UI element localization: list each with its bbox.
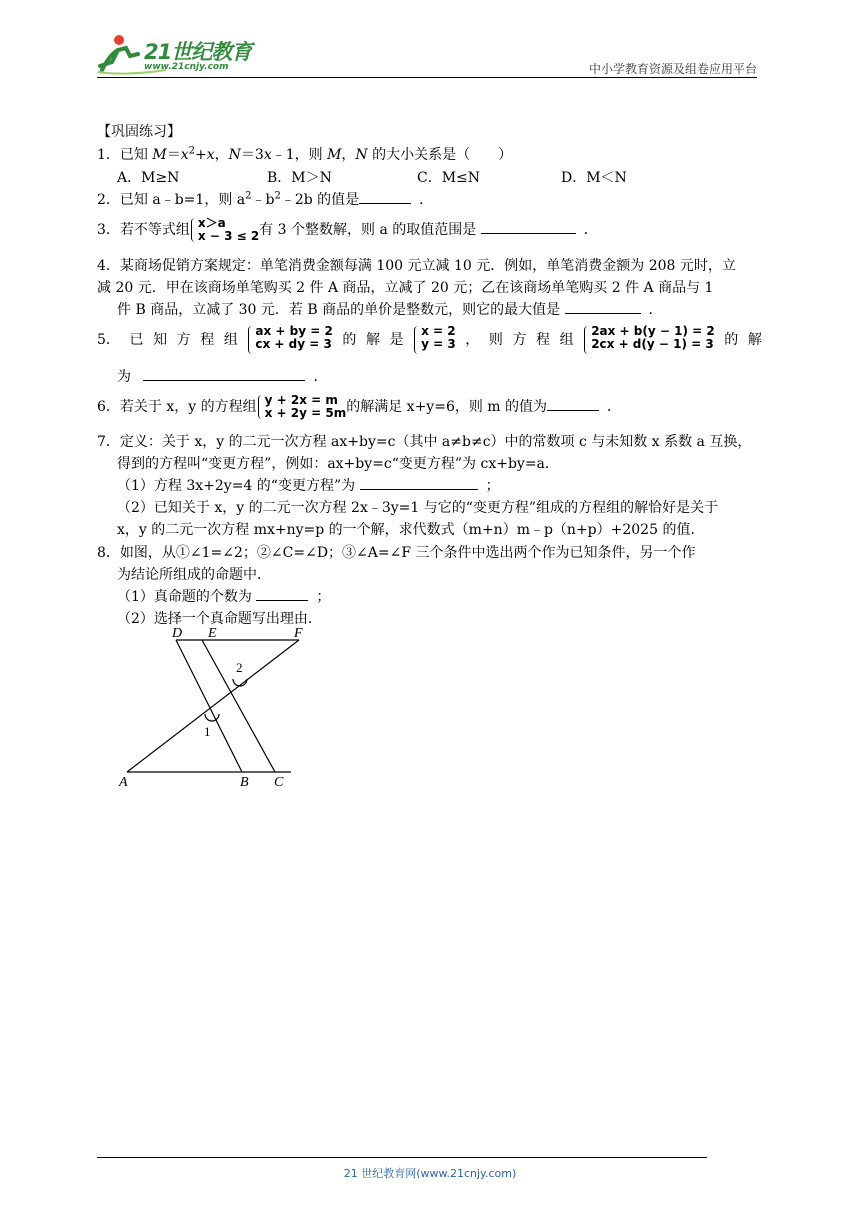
question-6: 6．若关于 x，y 的方程组 y + 2x = m x + 2y = 5m 的解满足 x+y=6，则 m 的值为 ． xyxy=(97,393,622,420)
label-B: B xyxy=(240,775,249,790)
question-5-line-2: 为 ． xyxy=(117,366,782,388)
q5-answer-blank[interactable] xyxy=(143,366,305,381)
line-DB xyxy=(176,640,242,772)
question-1: 1．已知 $M=x^2+x$，N＝3x﹣1，则 M，N 的大小关系是（ ） xyxy=(97,145,513,163)
question-4-line-1: 4．某商场促销方案规定：单笔消费金额每满 100 元立减 10 元．例如，单笔消费金额为 208 元时，立 xyxy=(97,258,736,274)
label-angle-2: 2 xyxy=(236,660,243,675)
question-7-sub-2-line-2: x，y 的二元一次方程 mx+ny=p 的一个解，求代数式（m+n）m﹣p（n+p）+2025 的值． xyxy=(117,522,705,538)
question-7-line-1: 7．定义：关于 x，y 的二元一次方程 ax+by=c（其中 a≠b≠c）中的常数项 c 与未知数 x 系数 a 互换， xyxy=(97,434,752,450)
question-8-sub-1: （1）真命题的个数为 ； xyxy=(117,586,782,608)
angle-1-arc xyxy=(205,714,219,721)
q1-option-a: A．M≥N xyxy=(117,170,180,186)
question-3: 3．若不等式组 x＞a x − 3 ≤ 2 有 3 个整数解，则 a 的取值范围是 ． xyxy=(97,216,598,243)
question-8-line-1: 8．如图，从①∠1=∠2；②∠C=∠D；③∠A=∠F 三个条件中选出两个作为已知条件，另一个作 xyxy=(97,545,696,561)
q1-option-c: C．M≤N xyxy=(417,170,481,186)
q7-answer-blank[interactable] xyxy=(360,475,478,490)
q5-system-1: ax + by = 2 cx + dy = 3 xyxy=(247,325,332,355)
q5-system-3: 2ax + b(y − 1) = 2 2cx + d(y − 1) = 3 xyxy=(583,325,715,355)
q6-answer-blank[interactable] xyxy=(547,396,599,411)
label-E: E xyxy=(208,626,217,641)
q5-system-2: x = 2 y = 3 xyxy=(413,325,456,355)
q1-option-d: D．M＜N xyxy=(561,170,627,186)
logo-url: www.21cnjy.com xyxy=(144,62,229,72)
label-F: F xyxy=(294,626,303,641)
label-A: A xyxy=(119,775,128,790)
question-7-sub-1: （1）方程 3x+2y=4 的“变更方程”为 ； xyxy=(117,475,782,497)
q8-answer-blank[interactable] xyxy=(256,586,308,601)
label-D: D xyxy=(172,626,183,641)
question-4-line-3: 件 B 商品，立减了 30 元．若 B 商品的单价是整数元，则它的最大值是 ． xyxy=(117,299,782,321)
q3-answer-blank[interactable] xyxy=(481,219,576,234)
question-8-line-2: 为结论所组成的命题中． xyxy=(117,567,271,583)
logo-title: 21世纪教育 xyxy=(144,40,252,64)
q6-system: y + 2x = m x + 2y = 5m xyxy=(257,394,347,420)
footer-text[interactable]: 21 世纪教育网(www.21cnjy.com) xyxy=(343,1167,517,1180)
q4-answer-blank[interactable] xyxy=(565,299,641,314)
question-8-sub-2: （2）选择一个真命题写出理由． xyxy=(117,611,322,627)
q3-inequality-system: x＞a x − 3 ≤ 2 xyxy=(190,217,259,243)
question-5: 5． 已 知 方 程 组 ax + by = 2 cx + dy = 3 的 解 是 x = 2 y = 3 ， 则 方 程 组 2ax + b(y − 1) = 2 2cx + d(y − 1) = 3 的 解 xyxy=(97,325,762,355)
platform-name: 中小学教育资源及组卷应用平台 xyxy=(588,62,757,76)
label-C: C xyxy=(274,775,284,790)
site-logo xyxy=(96,32,266,76)
question-4-line-2: 减 20 元．甲在该商场单笔购买 2 件 A 商品，立减了 20 元；乙在该商场单笔购买 2 件 A 商品与 1 xyxy=(97,280,714,296)
question-7-sub-2-line-1: （2）已知关于 x，y 的二元一次方程 2x﹣3y=1 与它的“变更方程”组成的方程组的解恰好是关于 xyxy=(117,500,719,516)
label-angle-1: 1 xyxy=(204,724,211,739)
geometry-figure xyxy=(110,620,310,792)
q1-number: 1． xyxy=(97,147,120,163)
q2-answer-blank[interactable] xyxy=(359,189,411,204)
q1-text: 已知 xyxy=(119,147,153,163)
question-2: 2．已知 a﹣b=1，则 $a^2﹣b^2﹣2b$ 的值是 ． xyxy=(97,190,434,208)
section-title: 【巩固练习】 xyxy=(97,124,181,140)
header-divider xyxy=(97,77,757,78)
q1-option-b: B．M＞N xyxy=(267,170,332,186)
question-7-line-2: 得到的方程叫“变更方程”，例如：ax+by=c“变更方程”为 cx+by=a． xyxy=(117,456,559,472)
footer-divider xyxy=(97,1157,707,1158)
